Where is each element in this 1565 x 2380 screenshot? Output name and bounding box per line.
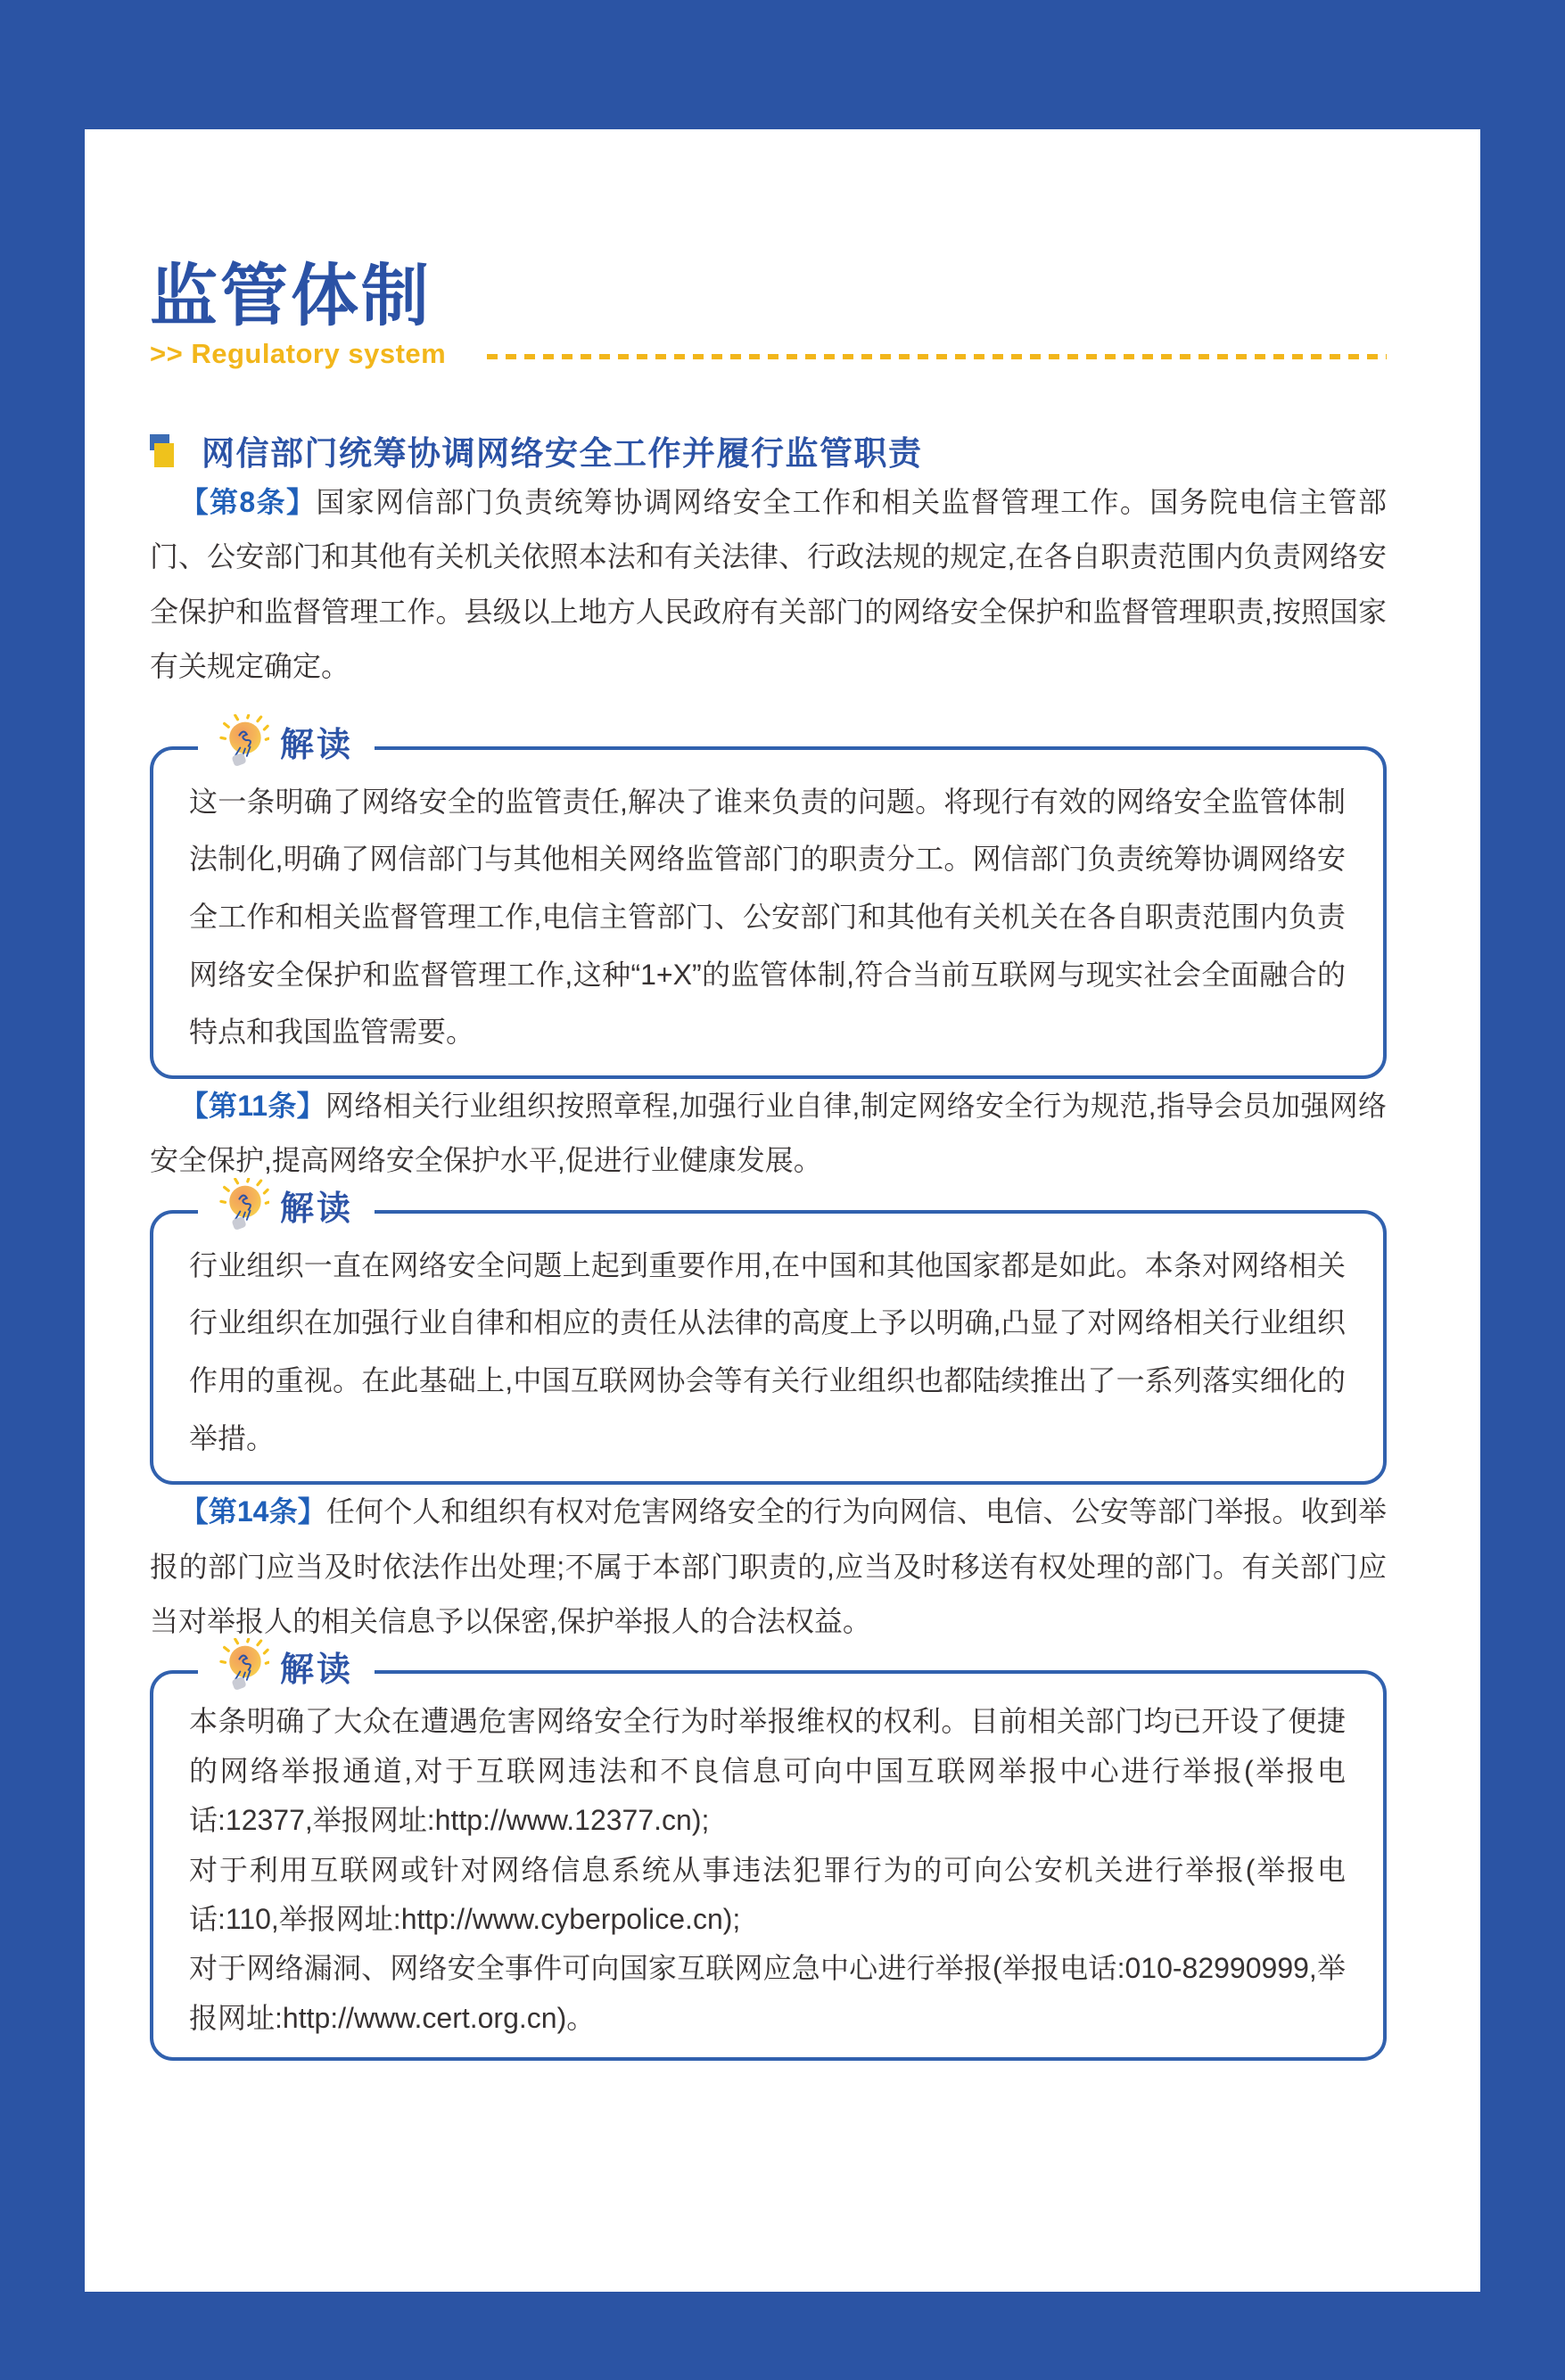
article-paragraph-8 [150, 475, 1387, 695]
interpretation-text-3-segment-2: 对于利用互联网或针对网络信息系统从事违法犯罪行为的可向公安机关进行举报(举报电话:110,举报网址:http://www.cyberpolice.cn); [189, 1853, 1346, 1935]
section-heading-row [150, 432, 1387, 475]
interpretation-box-3 [150, 1651, 1387, 2061]
interpretation-text-3-segment-1: 本条明确了大众在遭遇危害网络安全行为时举报维权的权利。目前相关部门均已开设了便捷的网络举报通道,对于互联网违法和不良信息可向中国互联网举报中心进行举报(举报电话:12377,举报网址:http://www.12377.cn); [189, 1705, 1346, 1837]
interpretation-box-2-label [198, 1178, 375, 1233]
section-heading: 网信部门统筹协调网络安全工作并履行监管职责 [202, 434, 923, 472]
section-bullet-icon [150, 434, 178, 472]
lightbulb-icon [219, 1178, 269, 1233]
article-paragraph-14 [150, 1485, 1387, 1649]
article-paragraph-11 [150, 1079, 1387, 1189]
interpretation-box-1 [150, 727, 1387, 1079]
article-label-11: 【第11条】 [179, 1089, 325, 1122]
article-text-11: 网络相关行业组织按照章程,加强行业自律,制定网络安全行为规范,指导会员加强网络安全保护,提高网络安全保护水平,促进行业健康发展。 [150, 1089, 1387, 1177]
subtitle-row [150, 338, 1387, 370]
lightbulb-icon [219, 714, 269, 770]
page-title: 监管体制 [150, 259, 432, 334]
interpretation-text-1: 这一条明确了网络安全的监管责任,解决了谁来负责的问题。将现行有效的网络安全监管体制法制化,明确了网信部门与其他相关网络监管部门的职责分工。网信部门负责统筹协调网络安全工作和相关监督管理工作,电信主管部门、公安部门和其他有关机关在各自职责范围内负责网络安全保护和监督管理工作,这种“1+X”的监管体制,符合当前互联网与现实社会全面融合的特点和我国监管需要。 [189, 785, 1346, 1049]
interpretation-text-3-segment-3: 对于网络漏洞、网络安全事件可向国家互联网应急中心进行举报(举报电话:010-82990999,举报网址:http://www.cert.org.cn)。 [189, 1952, 1346, 2034]
dashed-divider [487, 354, 1387, 359]
article-text-8: 国家网信部门负责统筹协调网络安全工作和相关监督管理工作。国务院电信主管部门、公安部门和其他有关机关依照本法和有关法律、行政法规的规定,在各自职责范围内负责网络安全保护和监督管理工作。县级以上地方人民政府有关部门的网络安全保护和监督管理职责,按照国家有关规定确定。 [150, 485, 1387, 683]
content-card [85, 129, 1480, 2292]
interpretation-label: 解读 [280, 1190, 354, 1229]
article-label-14: 【第14条】 [179, 1495, 326, 1528]
page-subtitle: >> Regulatory system [150, 337, 447, 369]
interpretation-text-2: 行业组织一直在网络安全问题上起到重要作用,在中国和其他国家都是如此。本条对网络相关行业组织在加强行业自律和相应的责任从法律的高度上予以明确,凸显了对网络相关行业组织作用的重视。在此基础上,中国互联网协会等有关行业组织也都陆续推出了一系列落实细化的举措。 [189, 1248, 1346, 1454]
interpretation-label: 解读 [280, 727, 354, 765]
interpretation-label: 解读 [280, 1651, 354, 1689]
article-label-8: 【第8条】 [179, 485, 317, 518]
interpretation-box-3-label [198, 1638, 375, 1693]
interpretation-box-2 [150, 1190, 1387, 1486]
lightbulb-icon [219, 1638, 269, 1693]
interpretation-box-1-label [198, 714, 375, 770]
article-text-14: 任何个人和组织有权对危害网络安全的行为向网信、电信、公安等部门举报。收到举报的部门应当及时依法作出处理;不属于本部门职责的,应当及时移送有权处理的部门。有关部门应当对举报人的相关信息予以保密,保护举报人的合法权益。 [150, 1495, 1387, 1638]
